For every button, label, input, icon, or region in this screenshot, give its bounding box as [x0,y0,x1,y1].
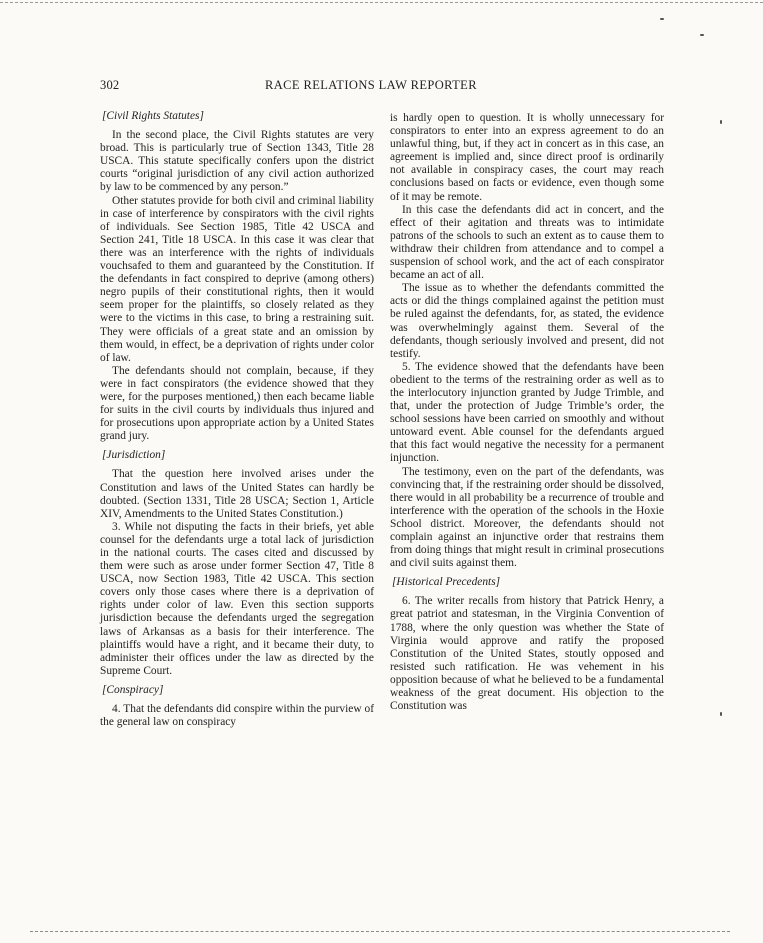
paragraph: The issue as to whether the defendants committed the acts or did the things complained against the petition must be ruled against the defendants, for, as stated, the evidence was overwhelmingly against them. Several of the defendants, though seriously involved and present, did not testify. [390,282,664,360]
scan-speck [720,120,722,124]
paragraph: In the second place, the Civil Rights statutes are very broad. This is particularly true of Section 1343, Title 28 USCA. This statute specifically confers upon the district courts “original jurisdiction of any civil action authorized by law to be commenced by any person.” [100,129,374,194]
running-head: RACE RELATIONS LAW REPORTER [265,78,477,92]
paragraph: 3. While not disputing the facts in their briefs, yet able counsel for the defendants urge a total lack of jurisdiction in the national courts. The cases cited and discussed by them were such as arose under former Section 47, Title 8 USCA, now Section 1983, Title 42 USCA. This section covers only those cases where there is a deprivation of rights under color of law. Even this section supports jurisdiction because the defendants urged the segregation laws of Arkansas as a basis for their interference. The plaintiffs would have a right, and it became their duty, to administer their offices under the law as directed by the Supreme Court. [100,520,374,677]
paragraph: That the question here involved arises under the Constitution and laws of the United States can hardly be doubted. (Section 1331, Title 28 USCA; Section 1, Article XIV, Amendments to the United States Constitution.) [100,468,374,520]
paragraph: The defendants should not complain, because, if they were in fact conspirators (the evidence showed that they were, for the purposes mentioned,) then each became liable for suits in the civil courts by individuals thus injured and for prosecutions upon appropriate action by a United States grand jury. [100,364,374,443]
right-column [390,112,664,713]
page-number: 302 [100,78,120,92]
section-heading-conspiracy: [Conspiracy] [102,683,164,696]
paragraph: In this case the defendants did act in concert, and the effect of their agitation and threats was to intimidate patrons of the schools to such an extent as to cause them to withdraw their children from attendance and to compel a suspension of school work, and the act of each conspirator became an act of all. [390,203,664,282]
paragraph: 4. That the defendants did conspire within the purview of the general law on conspiracy [100,703,374,729]
paragraph: 5. The evidence showed that the defendants have been obedient to the terms of the restraining order as well as to the interlocutory injunction granted by Judge Trimble, and that, under the protection of Judge Trimble’s order, the school sessions have been carried on smoothly and without untoward event. Able counsel for the defendants argued that this fact would negative the necessity for a permanent injunction. [390,360,664,465]
left-column [100,110,374,729]
section-heading-jurisdiction: [Jurisdiction] [102,449,166,462]
scan-speck [700,34,704,36]
paragraph: The testimony, even on the part of the defendants, was convincing that, if the restraining order should be dissolved, there would in all probability be a recurrence of trouble and interference with the operation of the schools in the Hoxie School district. Moreover, the defendants should not complain against an injunctive order that restrains them from doing things that might result in criminal prosecutions and civil suits against them. [390,465,664,570]
scan-speck [660,18,664,20]
paragraph-continued: is hardly open to question. It is wholly unnecessary for conspirators to enter into an express agreement to do an unlawful thing, but, if they act in concert as in this case, an agreement is implied and, since direct proof is ordinarily not available in conspiracy cases, the court may reach conclusions based on facts or evidence, even though some of it may be remote. [390,112,664,203]
scan-speck [720,712,722,716]
scan-border-bottom [30,931,730,932]
paragraph: Other statutes provide for both civil and criminal liability in case of interference by conspirators with the civil rights of individuals. See Section 1985, Title 42 USCA and Section 241, Title 18 USCA. In this case it was clear that there was an interference with the rights of individuals vouchsafed to them and guaranteed by the Constitution. If the defendants in fact conspired to deprive (among others) negro pupils of their constitutional rights, then it would seem proper for the plaintiffs, so closely related as they were to the victims in this case, to bring a restraining suit. They were officials of a great state and an omission by them would, in effect, be a deprivation of rights under color of law. [100,194,374,364]
scan-border-top [0,2,763,3]
paragraph: 6. The writer recalls from history that Patrick Henry, a great patriot and statesman, in the Virginia Convention of 1788, where the only question was whether the State of Virginia would approve and ratify the proposed Constitution of the United States, stoutly opposed and resisted such ratification. He was vehement in his opposition because of what he believed to be a fundamental weakness of the great document. His objection to the Constitution was [390,595,664,713]
section-heading-civil-rights-statutes: [Civil Rights Statutes] [102,110,204,122]
section-heading-historical-precedents: [Historical Precedents] [392,576,501,589]
